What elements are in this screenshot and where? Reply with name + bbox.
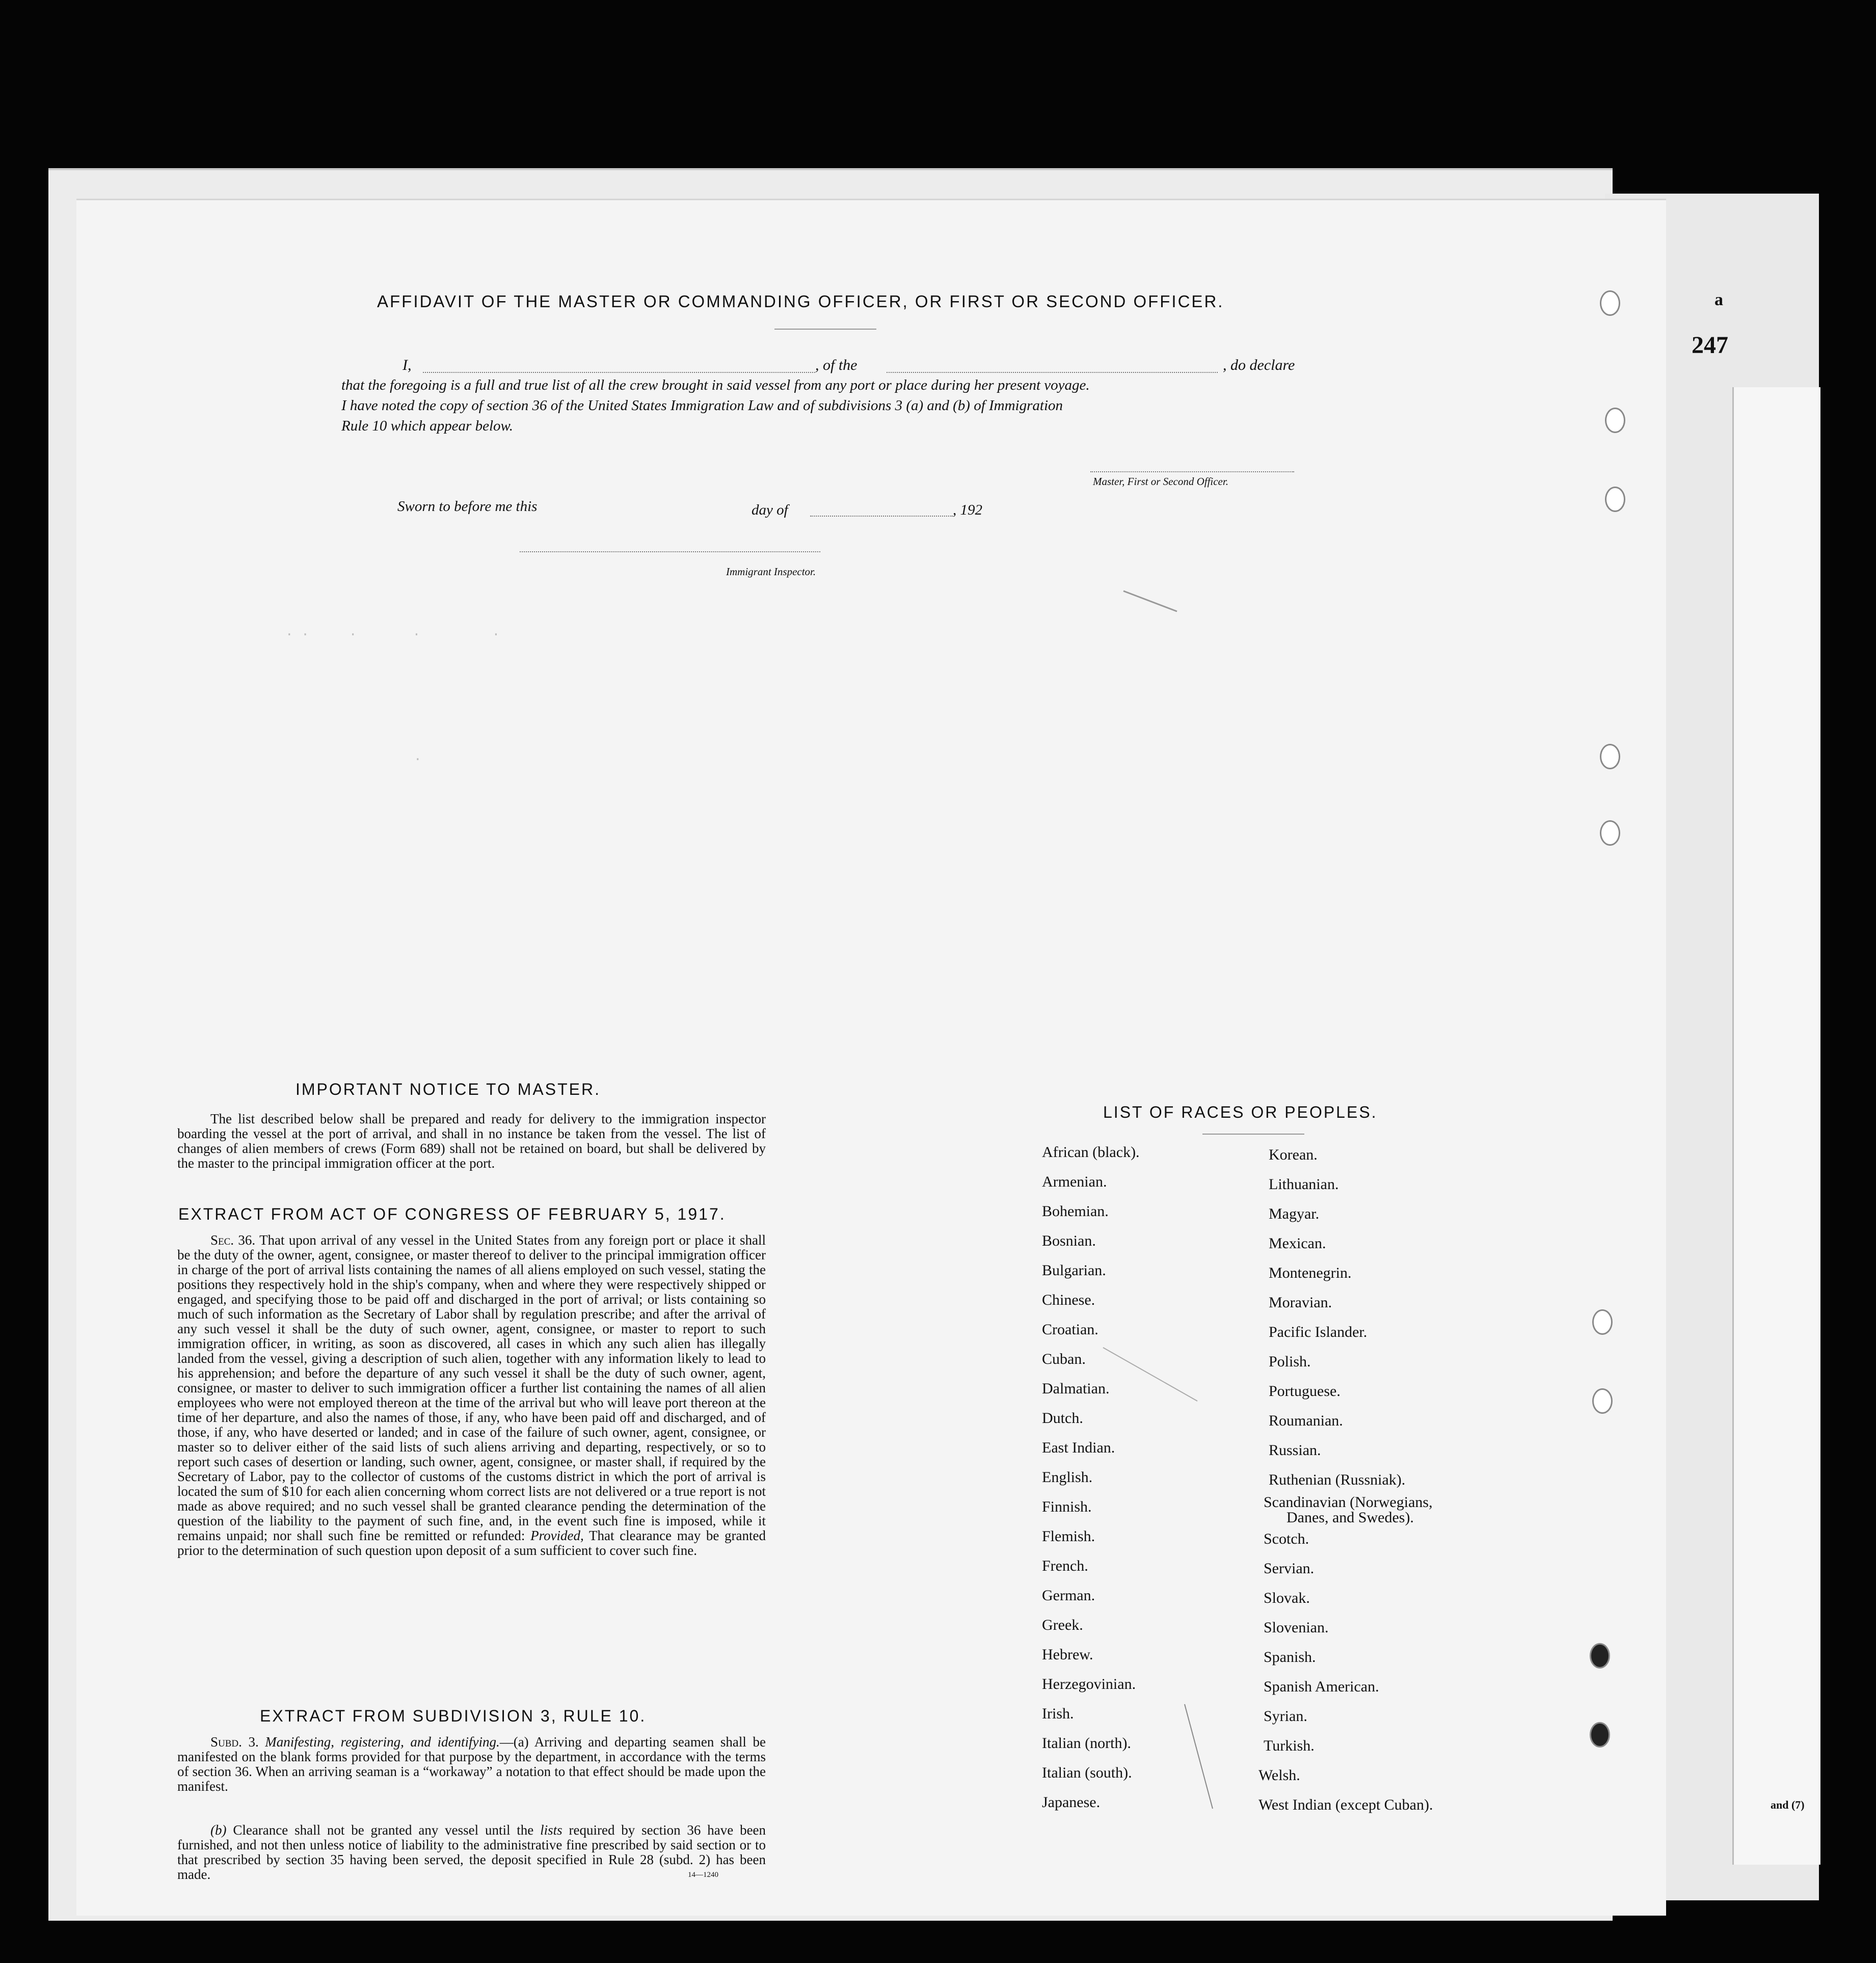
margin-note: and (7) bbox=[1771, 1798, 1805, 1811]
affidavit-line1-of-the: , of the bbox=[815, 357, 857, 373]
rule-para-b-label: (b) bbox=[210, 1822, 227, 1838]
race-left: African (black). bbox=[1042, 1144, 1140, 1161]
vessel-blank[interactable] bbox=[887, 372, 1218, 373]
punch-hole bbox=[1592, 1309, 1613, 1335]
race-left: Irish. bbox=[1042, 1705, 1074, 1722]
punch-hole bbox=[1590, 1722, 1610, 1747]
rule-para-a bbox=[177, 1735, 766, 1794]
race-right: Roumanian. bbox=[1269, 1412, 1343, 1429]
act-sec-label: Sec. 36. bbox=[210, 1232, 256, 1248]
rule-subd-heading: Manifesting, registering, and identifying. bbox=[265, 1734, 500, 1750]
race-left: Bohemian. bbox=[1042, 1203, 1109, 1220]
race-left: Flemish. bbox=[1042, 1528, 1095, 1545]
punch-hole bbox=[1605, 487, 1625, 512]
margin-letter: a bbox=[1714, 290, 1723, 309]
sworn-month-blank[interactable] bbox=[810, 516, 953, 517]
race-left: East Indian. bbox=[1042, 1439, 1115, 1456]
sheet-edge bbox=[76, 199, 1666, 200]
rule-para-b-lists: lists bbox=[540, 1822, 562, 1838]
punch-hole bbox=[1600, 744, 1620, 769]
race-right: Magyar. bbox=[1269, 1205, 1320, 1222]
race-left: French. bbox=[1042, 1557, 1088, 1574]
name-blank[interactable] bbox=[423, 372, 815, 373]
race-left: Bosnian. bbox=[1042, 1232, 1096, 1249]
race-right: Servian. bbox=[1264, 1560, 1315, 1577]
race-left: English. bbox=[1042, 1469, 1093, 1486]
notice-body: The list described below shall be prepared and ready for delivery to the immigration inspector boarding the vessel at the port of arrival, and shall in no instance be taken from the vessel. The list of changes of alien members of crews (Form 689) shall not be retained on board, but shall be delivered by the master to the principal immigration officer at the port. bbox=[177, 1111, 766, 1171]
race-right: Syrian. bbox=[1264, 1708, 1307, 1725]
race-right: Scandinavian (Norwegians, bbox=[1264, 1494, 1433, 1511]
signature-caption: Master, First or Second Officer. bbox=[1093, 475, 1228, 488]
race-left: Bulgarian. bbox=[1042, 1262, 1106, 1279]
affidavit-line2: that the foregoing is a full and true list of all the crew brought in said vessel from any port or place during her present voyage. bbox=[341, 377, 1090, 393]
form-number: 14—1240 bbox=[688, 1871, 718, 1879]
affidavit-line3: I have noted the copy of section 36 of the United States Immigration Law and of subdivisions 3 (a) and (b) of Immigration bbox=[341, 397, 1063, 414]
race-left: Armenian. bbox=[1042, 1173, 1107, 1190]
race-right: Pacific Islander. bbox=[1269, 1324, 1368, 1340]
race-right: Korean. bbox=[1269, 1146, 1318, 1163]
rule-para-a-text: —(a) Arriving and departing seamen shall be manifested on the blank forms provided for that purpose by the department, in accordance with the terms of section 36. When an arriving seaman is a “workaway” a notation to that effect should be made upon the manifest. bbox=[177, 1734, 766, 1794]
race-right: Slovenian. bbox=[1264, 1619, 1329, 1636]
rule-para-b bbox=[177, 1823, 766, 1882]
affidavit-line1-end: , do declare bbox=[1223, 357, 1295, 373]
race-right: Montenegrin. bbox=[1269, 1265, 1352, 1281]
inspector-line[interactable] bbox=[520, 551, 820, 552]
race-right: Polish. bbox=[1269, 1353, 1311, 1370]
race-left: Finnish. bbox=[1042, 1498, 1092, 1515]
race-left: Italian (north). bbox=[1042, 1735, 1131, 1752]
act-provided: Provided, bbox=[530, 1528, 584, 1543]
notice-title: IMPORTANT NOTICE TO MASTER. bbox=[296, 1080, 601, 1098]
race-right: Turkish. bbox=[1264, 1737, 1315, 1754]
title-rule bbox=[774, 329, 876, 330]
rule-para-b-2: required by section 36 have been furnished, and not then unless notice of liability to the administrative fine prescribed by said section or to that prescribed by section 35 having been served, the deposit specified in Rule 28 (subd. 2) has been made. bbox=[177, 1822, 766, 1882]
act-body bbox=[177, 1233, 766, 1558]
race-left: Greek. bbox=[1042, 1617, 1083, 1633]
sworn-year: , 192 bbox=[953, 502, 982, 518]
race-right: Moravian. bbox=[1269, 1294, 1332, 1311]
punch-hole bbox=[1600, 820, 1620, 846]
race-right-continued: Danes, and Swedes). bbox=[1287, 1509, 1414, 1526]
signature-line[interactable] bbox=[1090, 471, 1294, 472]
race-right: Scotch. bbox=[1264, 1530, 1309, 1547]
race-left: Italian (south). bbox=[1042, 1764, 1132, 1781]
pencil-mark bbox=[1101, 1345, 1202, 1406]
race-left: German. bbox=[1042, 1587, 1095, 1604]
race-right: Spanish American. bbox=[1264, 1678, 1379, 1695]
race-right: Slovak. bbox=[1264, 1590, 1310, 1606]
sheet-edge bbox=[48, 168, 1613, 170]
punch-hole bbox=[1605, 408, 1625, 433]
punch-hole bbox=[1600, 290, 1620, 316]
races-title: LIST OF RACES OR PEOPLES. bbox=[1103, 1103, 1378, 1121]
race-right: Spanish. bbox=[1264, 1649, 1316, 1665]
punch-hole bbox=[1592, 1388, 1613, 1414]
race-left: Croatian. bbox=[1042, 1321, 1098, 1338]
inspector-caption: Immigrant Inspector. bbox=[726, 566, 816, 578]
sworn-prefix: Sworn to before me this bbox=[397, 498, 538, 515]
punch-hole bbox=[1590, 1643, 1610, 1669]
bleed-through-text: . bbox=[255, 749, 422, 764]
sworn-day-label: day of bbox=[752, 502, 788, 518]
affidavit-title: AFFIDAVIT OF THE MASTER OR COMMANDING OFFICER, OR FIRST OR SECOND OFFICER. bbox=[377, 292, 1224, 311]
margin-number: 247 bbox=[1692, 332, 1728, 359]
race-left: Dutch. bbox=[1042, 1410, 1083, 1427]
affidavit-line1-i: I, bbox=[403, 357, 412, 373]
races-title-rule bbox=[1202, 1134, 1304, 1135]
race-right: Welsh. bbox=[1258, 1767, 1300, 1784]
pencil-mark bbox=[1182, 1702, 1218, 1814]
rule-title: EXTRACT FROM SUBDIVISION 3, RULE 10. bbox=[260, 1707, 647, 1725]
race-left: Hebrew. bbox=[1042, 1646, 1093, 1663]
race-left: Japanese. bbox=[1042, 1794, 1101, 1811]
rule-para-b-1: Clearance shall not be granted any vessel until the bbox=[233, 1822, 534, 1838]
rule-subd-label: Subd. 3. bbox=[210, 1734, 259, 1750]
act-body-text: That upon arrival of any vessel in the United States from any foreign port or place it shall be the duty of the owner, agent, consignee, or master thereof to deliver to the principal immigration officer in charge of the port of arrival lists containing the names of all aliens employed on such vessel, stating the positions they respectively hold in the ship's company, when and where they were respectively shipped or engaged, and specifying those to be paid off and discharged in the port of arrival; or lists containing so much of such information as the Secretary of Labor shall by regulation prescribe; and after the arrival of any such vessel it shall be the duty of such owner, agent, consignee, or master to report to such immigration officer, in writing, as soon as discovered, all cases in which any such alien has illegally landed from the vessel, giving a description of such alien, together with any information likely to lead to his apprehension; and before the departure of any such vessel it shall be the duty of such owner, agent, consignee, or master to deliver to such immigration officer a further list containing the names of all alien employees who were not employed thereon at the time of the arrival but who will leave port thereon at the time of her departure, and also the names of those, if any, who have been paid off and discharged, and of those, if any, who have deserted or landed; and in case of the failure of such owner, agent, consignee, or master so to deliver either of the said lists of such aliens arriving and departing, respectively, or so to report such cases of desertion or landing, such owner, agent, consignee, or master shall, if required by the Secretary of Labor, pay to the collector of customs of the customs district in which the port of arrival is located the sum of $10 for each alien concerning whom correct lists are not delivered or a true report is not made as above required; and no such vessel shall be granted clearance pending the determination of the question of the liability to the payment of such fine, and, in the event such fine is imposed, while it remains unpaid; nor shall such fine be remitted or refunded: bbox=[177, 1232, 766, 1543]
bleed-through-text: . . . . . bbox=[285, 624, 500, 639]
underlying-sheet-edge bbox=[1732, 387, 1820, 1865]
race-right: Russian. bbox=[1269, 1442, 1321, 1459]
pencil-mark bbox=[1121, 586, 1182, 616]
race-right: Lithuanian. bbox=[1269, 1176, 1339, 1193]
race-right: Portuguese. bbox=[1269, 1383, 1341, 1400]
act-title: EXTRACT FROM ACT OF CONGRESS OF FEBRUARY 5, 1917. bbox=[178, 1205, 726, 1223]
race-left: Herzegovinian. bbox=[1042, 1676, 1136, 1692]
affidavit-line4: Rule 10 which appear below. bbox=[341, 418, 513, 434]
race-right: Mexican. bbox=[1269, 1235, 1326, 1252]
race-left: Cuban. bbox=[1042, 1351, 1086, 1367]
race-left: Dalmatian. bbox=[1042, 1380, 1110, 1397]
race-right: West Indian (except Cuban). bbox=[1258, 1796, 1433, 1813]
affidavit-sheet bbox=[76, 199, 1666, 1916]
race-right: Ruthenian (Russniak). bbox=[1269, 1471, 1406, 1488]
act-body-end: That clearance may be granted prior to the determination of such question upon deposit of a sum sufficient to cover such fine. bbox=[177, 1528, 766, 1558]
race-left: Chinese. bbox=[1042, 1292, 1095, 1308]
